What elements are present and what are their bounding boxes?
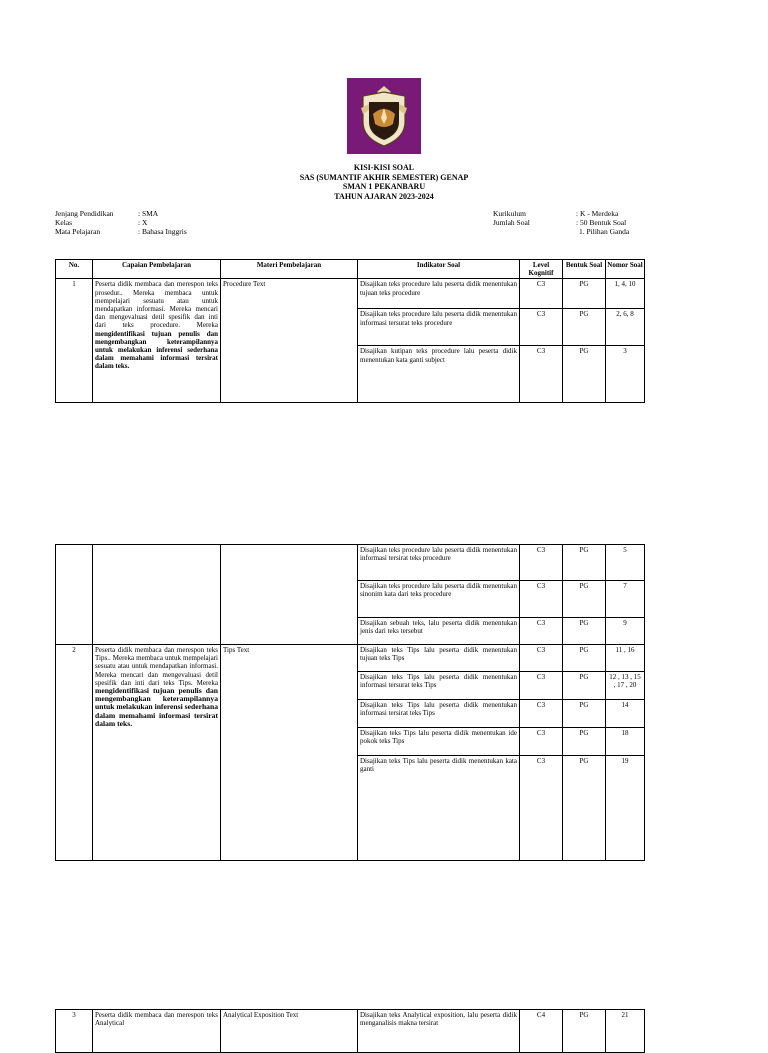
meta-label-kurikulum: Kurikulum (493, 209, 526, 218)
meta-value-kurikulum: : K - Merdeka (576, 209, 619, 218)
row1-cont-bentuk-2: PG (563, 581, 606, 618)
row2-indikator-1: Disajikan teks Tips lalu peserta didik menentukan tujuan teks Tips (358, 645, 520, 672)
row3-materi: Analytical Exposition Text (221, 1010, 358, 1053)
meta-value-kelas: : X (138, 218, 148, 227)
row1-cont-nomor-3: 9 (606, 618, 645, 645)
row2-bentuk-2: PG (563, 672, 606, 700)
row1-cont-bentuk-1: PG (563, 545, 606, 581)
row2-bentuk-1: PG (563, 645, 606, 672)
row2-level-2: C3 (520, 672, 563, 700)
row1-cont-level-3: C3 (520, 618, 563, 645)
row2-nomor-4: 18 (606, 728, 645, 756)
row2-materi: Tips Text (221, 645, 358, 861)
row1-indikator-1: Disajikan teks procedure lalu peserta didik menentukan tujuan teks procedure (358, 279, 520, 309)
row1-bentuk-3: PG (563, 346, 606, 403)
row1-materi: Procedure Text (221, 279, 358, 403)
row1-capaian-bold: mengidentifikasi tujuan penulis dan mengembangkan keterampilannya untuk melakukan inferensi sederhana dalam memahami informasi tersirat dalam teks. (95, 329, 218, 371)
document-title (0, 163, 768, 201)
meta-label-jumlah: Jumlah Soal (493, 218, 530, 227)
row1-cont-nomor-1: 5 (606, 545, 645, 581)
row1-cont-bentuk-3: PG (563, 618, 606, 645)
row1-capaian (93, 279, 221, 403)
header-bentuk: Bentuk Soal (563, 260, 606, 279)
row3-no: 3 (56, 1010, 93, 1053)
row2-nomor-1: 11 , 16 (606, 645, 645, 672)
title-line-3: SMAN 1 PEKANBARU (342, 182, 426, 191)
meta-label-jenjang: Jenjang Pendidikan (55, 209, 114, 218)
meta-value-jenjang: : SMA (138, 209, 159, 218)
table-header-row (56, 260, 645, 279)
row3-indikator: Disajikan teks Analytical exposition, lalu peserta didik menganalisis makna tersirat (358, 1010, 520, 1053)
row2-level-1: C3 (520, 645, 563, 672)
row2-indikator-5: Disajikan teks Tips lalu peserta didik menentukan kata ganti (358, 756, 520, 861)
header-indikator: Indikator Soal (358, 260, 520, 279)
kisi-table-part-3 (55, 1009, 645, 1053)
row1-nomor-3: 3 (606, 346, 645, 403)
row1-cont-indikator-3: Disajikan sebuah teks, lalu peserta didik menentukan jenis dari teks tersebut (358, 618, 520, 645)
row1-cont-level-1: C3 (520, 545, 563, 581)
row1-cont-indikator-1: Disajikan teks procedure lalu peserta didik menentukan informasi tersirat teks procedure (358, 545, 520, 581)
row1-cont-materi (221, 545, 358, 645)
row2-capaian-normal: Peserta didik membaca dan merespon teks Tips.. Mereka membaca untuk mempelajari sesuatu atau untuk mendapatkan informasi. Mereka mencari dan mengevaluasi detil spesifik dan inti dari teks Tips. Mereka (95, 646, 218, 687)
meta-value-jumlah: : 50 Bentuk Soal (576, 218, 627, 227)
row1-nomor-2: 2, 6, 8 (606, 309, 645, 346)
title-line-2: SAS (SUMANTIF AKHIR SEMESTER) GENAP (299, 172, 469, 182)
row1-indikator-2: Disajikan teks procedure lalu peserta didik menentukan informasi tersurat teks procedure (358, 309, 520, 346)
row1-cont-capaian (93, 545, 221, 645)
kisi-table-part-1 (55, 259, 645, 403)
header-no: No. (56, 260, 93, 279)
row2-level-3: C3 (520, 700, 563, 728)
meta-value-mapel: : Bahasa Inggris (138, 227, 187, 236)
header-nomor: Nomor Soal (606, 260, 645, 279)
row2-nomor-3: 14 (606, 700, 645, 728)
row3-capaian: Peserta didik membaca dan merespon teks Analytical (93, 1010, 221, 1053)
row2-capaian-bold: mengidentifikasi tujuan penulis dan mengembangkan keterampilannya untuk melakukan inferensi sederhana dalam memahami informasi tersirat dalam teks. (95, 686, 218, 728)
row2-bentuk-4: PG (563, 728, 606, 756)
row1-indikator-3: Disajikan kutipan teks procedure lalu peserta didik menentukan kata ganti subject (358, 346, 520, 403)
row1-cont-level-2: C3 (520, 581, 563, 618)
meta-left (55, 210, 255, 238)
row3-bentuk: PG (563, 1010, 606, 1053)
row1-no: 1 (56, 279, 93, 403)
meta-value-bentuk: 1. Pilihan Ganda (579, 227, 630, 236)
table-row (56, 279, 645, 309)
table-row (56, 1010, 645, 1053)
title-line-1: KISI-KISI SOAL (353, 163, 415, 172)
header-materi: Materi Pembelajaran (221, 260, 358, 279)
row1-bentuk-2: PG (563, 309, 606, 346)
table-row (56, 545, 645, 581)
row1-nomor-1: 1, 4, 10 (606, 279, 645, 309)
school-logo (347, 78, 421, 154)
row1-capaian-normal: Peserta didik membaca dan merespon teks prosedur.. Mereka membaca untuk mempelajari sesuatu atau untuk mendapatkan informasi. Mereka mencari dan mengevaluasi detil spesifik dan inti dari teks procedure. Mereka (95, 280, 218, 330)
row1-level-2: C3 (520, 309, 563, 346)
row1-bentuk-1: PG (563, 279, 606, 309)
row2-capaian (93, 645, 221, 861)
kisi-table-part-2 (55, 544, 645, 861)
table-row (56, 645, 645, 672)
meta-right (493, 210, 653, 238)
row1-cont-no (56, 545, 93, 645)
header-level: Level Kognitif (520, 260, 563, 279)
row2-level-4: C3 (520, 728, 563, 756)
row2-nomor-2: 12 , 13 , 15 , 17 , 20 (606, 672, 645, 700)
row2-indikator-3: Disajikan teks Tips lalu peserta didik menentukan informasi tersirat teks Tips (358, 700, 520, 728)
meta-label-kelas: Kelas (55, 218, 73, 227)
row1-cont-nomor-2: 7 (606, 581, 645, 618)
meta-label-mapel: Mata Pelajaran (55, 227, 101, 236)
row2-bentuk-3: PG (563, 700, 606, 728)
row1-level-1: C3 (520, 279, 563, 309)
row3-nomor: 21 (606, 1010, 645, 1053)
row1-cont-indikator-2: Disajikan teks procedure lalu peserta didik menentukan sinonim kata dari teks procedure (358, 581, 520, 618)
row2-no: 2 (56, 645, 93, 861)
title-line-4: TAHUN AJARAN 2023-2024 (334, 191, 434, 201)
row2-indikator-4: Disajikan teks Tips lalu peserta didik menentukan ide pokok teks Tips (358, 728, 520, 756)
row1-level-3: C3 (520, 346, 563, 403)
row3-level: C4 (520, 1010, 563, 1053)
header-capaian: Capaian Pembelajaran (93, 260, 221, 279)
row2-bentuk-5: PG (563, 756, 606, 861)
row2-nomor-5: 19 (606, 756, 645, 861)
row2-level-5: C3 (520, 756, 563, 861)
row2-indikator-2: Disajikan teks Tips lalu peserta didik menentukan informasi tersurat teks Tips (358, 672, 520, 700)
